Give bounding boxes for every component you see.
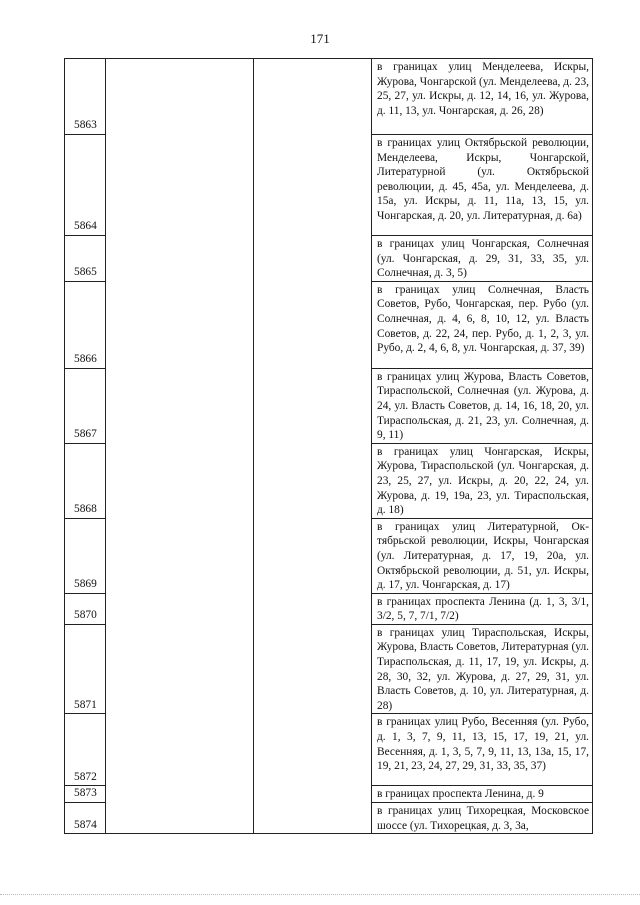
row-description: в границах улиц Солнечная, Власть Советов, Рубо, Чонгарская, пер. Рубо (ул. Солнечная, д. 4, 6, 8, 10, 12, ул. Власть Советов, д. 22, 24, пер. Рубо, д. 1, 2, 3, ул. Рубо, д. 2, 4, 6, 8, ул. Чонгарская, д. 37, 39) <box>372 281 593 368</box>
row-number: 5870 <box>65 593 106 624</box>
row-description: в границах улиц Чонгарская, Солнечная (ул. Чонгарская, д. 29, 31, 33, 35, ул. Солнечная, д. 3, 5) <box>372 236 593 282</box>
addresses-table <box>64 58 593 834</box>
row-number: 5871 <box>65 624 106 714</box>
row-description: в границах улиц Литературной, Октябрьской революции, Искры, Чонгарская (ул. Литературная, д. 17, 19, 20а, ул. Октябрьской революции, д. 51, ул. Искры, д. 17, ул. Чонгарская, д. 17) <box>372 518 593 593</box>
row-number: 5873 <box>65 786 106 803</box>
row-description: в границах улиц Тираспольская, Искры, Журова, Власть Советов, Литературная (ул. Тираспольская, д. 11, 17, 19, ул. Искры, д. 28, 30, 32, ул. Журова, д. 27, 29, 31, ул. Власть Советов, д. 10, ул. Литературная, д. 28) <box>372 624 593 714</box>
row-number: 5874 <box>65 803 106 834</box>
empty-column-3 <box>254 59 372 834</box>
row-description: в границах улиц Журова, Власть Советов, Тираспольской, Солнечная (ул. Журова, д. 24, ул. Власть Советов, д. 14, 16, 18, 20, ул. Тираспольская, д. 21, 23, ул. Солнечная, д. 9, 11) <box>372 368 593 443</box>
row-description: в границах проспекта Ленина, д. 9 <box>372 786 593 803</box>
row-number: 5863 <box>65 59 106 135</box>
empty-column-2 <box>106 59 254 834</box>
row-description: в границах улиц Менделеева, Искры, Журова, Чонгарской (ул. Менделеева, д. 23, 25, 27, ул. Искры, д. 12, 14, 16, ул. Журова, д. 11, 13, ул. Чонгарская, д. 26, 28) <box>372 59 593 135</box>
row-description: в границах улиц Октябрьской революции, Менделеева, Искры, Чонгарской, Литературной (ул. Октябрьской революции, д. 45, 45а, ул. Менделеева, д. 15а, ул. Искры, д. 11, 11а, 13, 15, ул. Чонгарская, д. 20, ул. Литературная, д. 6а) <box>372 135 593 236</box>
row-number: 5866 <box>65 281 106 368</box>
row-number: 5864 <box>65 135 106 236</box>
page-number: 171 <box>310 31 330 46</box>
row-description: в границах проспекта Ленина (д. 1, 3, 3/1, 3/2, 5, 7, 7/1, 7/2) <box>372 593 593 624</box>
row-description: в границах улиц Тихорецкая, Московское шоссе (ул. Тихорецкая, д. 3, 3а, <box>372 803 593 834</box>
row-number: 5868 <box>65 443 106 518</box>
row-description: в границах улиц Рубо, Весенняя (ул. Рубо, д. 1, 3, 7, 9, 11, 13, 15, 17, 19, 21, ул. Весенняя, д. 1, 3, 5, 7, 9, 11, 13, 13а, 15, 17, 19, 21, 23, 24, 27, 29, 31, 33, 35, 37) <box>372 714 593 786</box>
row-number: 5872 <box>65 714 106 786</box>
row-description: в границах улиц Чонгарская, Искры, Журова, Тираспольской (ул. Чонгарская, д. 23, 25, 27, ул. Искры, д. 20, 22, 24, ул. Журова, д. 19, 19а, 23, ул. Тираспольская, д. 18) <box>372 443 593 518</box>
row-number: 5865 <box>65 236 106 282</box>
row-number: 5867 <box>65 368 106 443</box>
table-row <box>65 59 593 135</box>
row-number: 5869 <box>65 518 106 593</box>
scan-edge-divider <box>0 894 640 896</box>
